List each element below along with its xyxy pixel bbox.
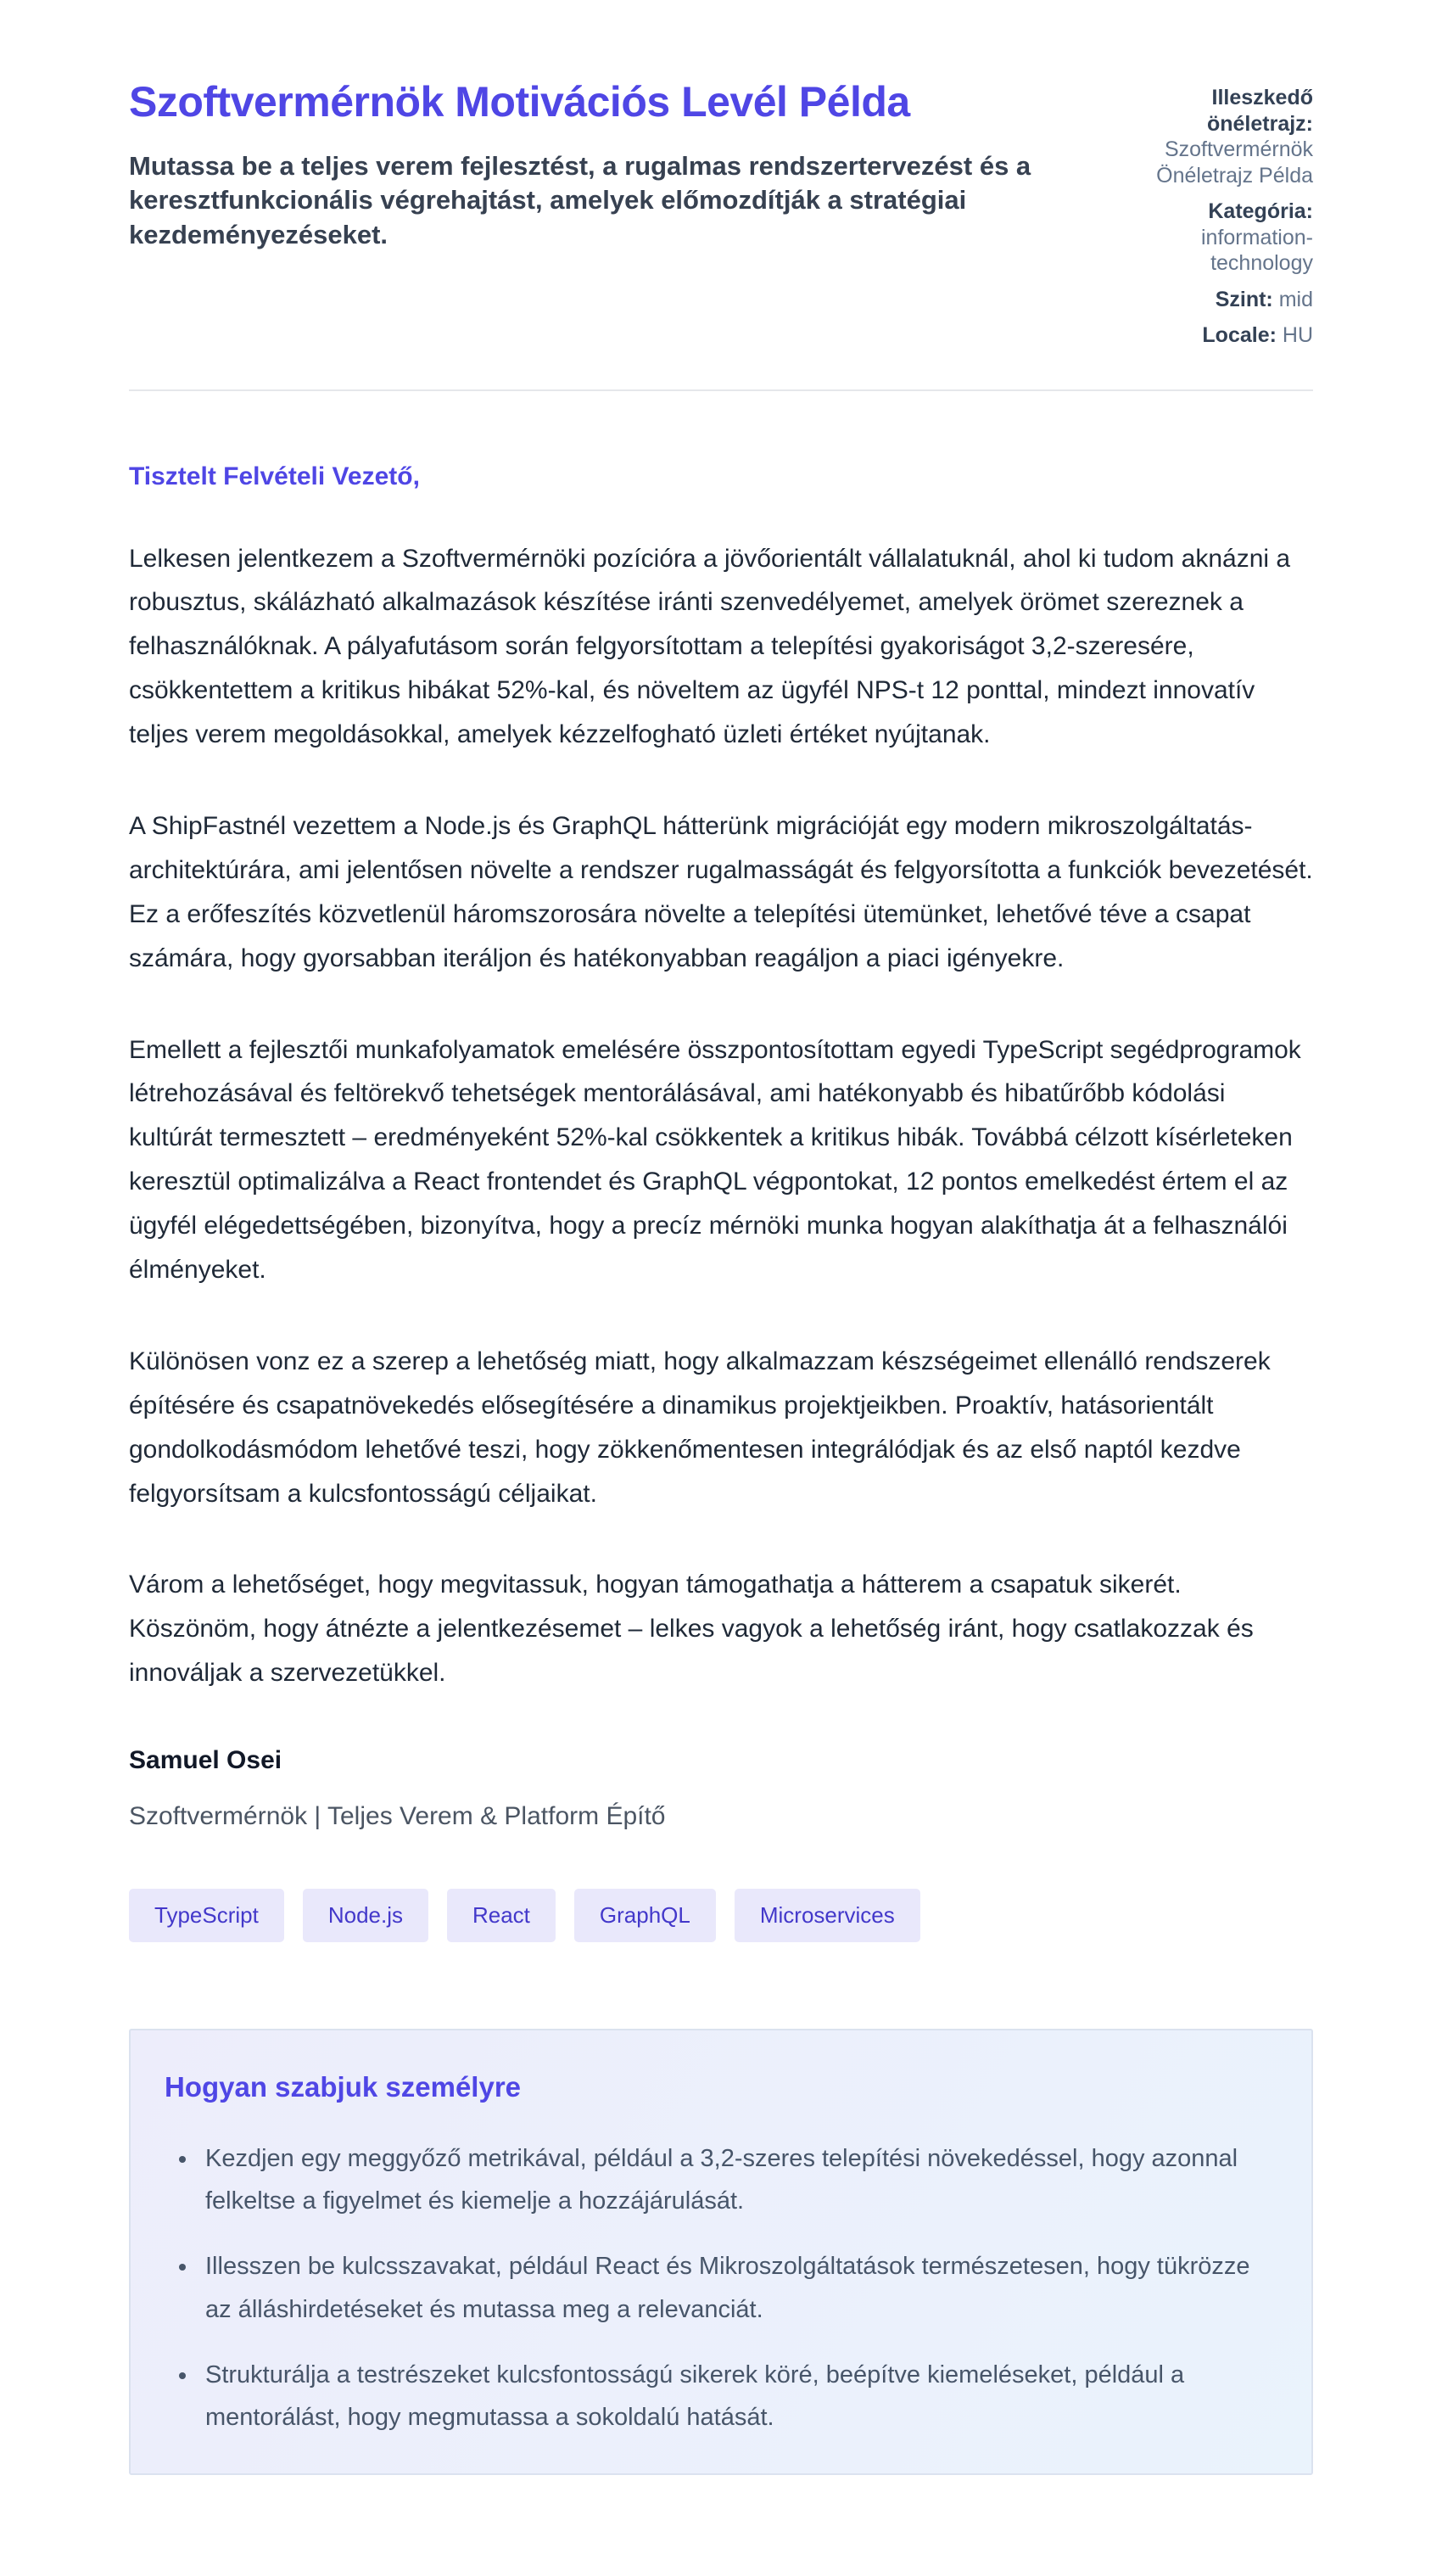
meta-value: HU (1282, 323, 1313, 347)
skill-tag: TypeScript (129, 1889, 284, 1942)
personalization-tips-card (129, 2029, 1313, 2475)
letter-paragraphs (129, 537, 1313, 1696)
tips-list-item: • Kezdjen egy meggyőző metrikával, például a 3,2-szeres telepítési növekedéssel, hogy azonnal felkeltse a figyelmet és kiemelje a hozzájárulását. (198, 2137, 1274, 2224)
skill-tags (129, 1889, 1313, 1942)
header-divider (129, 389, 1313, 391)
letter-paragraph: Különösen vonz ez a szerep a lehetőség miatt, hogy alkalmazzam készségeimet ellenálló rendszerek építésére és csapatnövekedés elősegítésére a dinamikus projektjeikben. Proaktív, hatásorientált gondolkodásmódom lehetővé teszi, hogy zökkenőmentesen integrálódjak és az első naptól kezdve felgyorsítsam a kulcsfontosságú céljaikat. (129, 1347, 1271, 1508)
letter-greeting: Tisztelt Felvételi Vezető, (129, 462, 420, 490)
page-header (129, 78, 1313, 359)
meta-value: mid (1278, 287, 1313, 311)
tips-list-item: • Strukturálja a testrészeket kulcsfontosságú sikerek köré, beépítve kiemeléseket, például a mentorálást, hogy megmutassa a sokoldalú hatását. (198, 2354, 1274, 2440)
tips-list-item: • Illesszen be kulcsszavakat, például React és Mikroszolgáltatások természetesen, hogy tükrözze az álláshirdetéseket és mutassa meg a relevanciát. (198, 2245, 1274, 2332)
meta-item (1101, 85, 1313, 188)
meta-item (1101, 199, 1313, 277)
tips-list (165, 2137, 1274, 2440)
skill-tag: Microservices (735, 1889, 920, 1942)
signature-role: Szoftvermérnök | Teljes Verem & Platform Építő (129, 1802, 666, 1831)
meta-label: Illeszkedő önéletrajz: (1206, 86, 1313, 136)
header-title-block (129, 78, 1079, 253)
meta-item (1101, 287, 1313, 313)
meta-value: information-technology (1201, 225, 1313, 275)
skill-tag: React (447, 1889, 556, 1942)
meta-label: Locale: (1202, 323, 1277, 347)
meta-item (1101, 322, 1313, 349)
letter-paragraph: A ShipFastnél vezettem a Node.js és GraphQL hátterünk migrációját egy modern mikroszolgáltatás-architektúrára, ami jelentősen növelte a rendszer rugalmasságát és felgyorsította a funkciók bevezetését. Ez a erőfeszítés közvetlenül háromszorosára növelte a telepítési ütemünket, lehetővé téve a csapat számára, hogy gyorsabban iteráljon és hatékonyabban reagáljon a piaci igényekre. (129, 811, 1313, 972)
meta-label: Szint: (1215, 287, 1273, 311)
page-subtitle: Mutassa be a teljes verem fejlesztést, a rugalmas rendszertervezést és a keresztfunkcionális végrehajtást, amelyek előmozdítják a stratégiai kezdeményezéseket. (129, 150, 1031, 250)
meta-value: Szoftvermérnök Önéletrajz Példa (1156, 137, 1313, 188)
skill-tag: Node.js (303, 1889, 428, 1942)
page-title: Szoftvermérnök Motivációs Levél Példa (129, 78, 910, 126)
letter-paragraph: Emellett a fejlesztői munkafolyamatok emelésére összpontosítottam egyedi TypeScript segédprogramok létrehozásával és feltörekvő tehetségek mentorálásával, ami hatékonyabb és hibatűrőbb kódolási kultúrát termesztett – eredményeként 52%-kal csökkentek a kritikus hibák. Továbbá célzott kísérleteken keresztül optimalizálva a React frontendet és GraphQL végpontokat, 12 pontos emelkedést értem el az ügyfél elégedettségében, bizonyítva, hogy a precíz mérnöki munka hogyan alakíthatja át a felhasználói élményeket. (129, 1035, 1301, 1284)
signature-name: Samuel Osei (129, 1746, 282, 1775)
skill-tag: GraphQL (574, 1889, 716, 1942)
meta-label: Kategória: (1208, 199, 1313, 223)
tips-card-title: Hogyan szabjuk személyre (165, 2071, 522, 2103)
resume-meta-block (1101, 78, 1313, 359)
letter-body (129, 459, 1313, 1835)
letter-paragraph: Várom a lehetőséget, hogy megvitassuk, hogyan támogathatja a hátterem a csapatuk sikerét. Köszönöm, hogy átnézte a jelentkezésemet – lelkes vagyok a lehetőség iránt, hogy csatlakozzak és innováljak a szervezetükkel. (129, 1571, 1254, 1688)
letter-paragraph: Lelkesen jelentkezem a Szoftvermérnöki pozícióra a jövőorientált vállalatuknál, ahol ki tudom aknázni a robusztus, skálázható alkalmazások készítése iránti szenvedélyemet, amelyek örömet szereznek a felhasználóknak. A pályafutásom során felgyorsítottam a telepítési gyakoriságot 3,2-szeresére, csökkentettem a kritikus hibákat 52%-kal, és növeltem az ügyfél NPS-t 12 ponttal, mindezt innovatív teljes verem megoldásokkal, amelyek kézzelfogható üzleti értéket nyújtanak. (129, 544, 1291, 749)
